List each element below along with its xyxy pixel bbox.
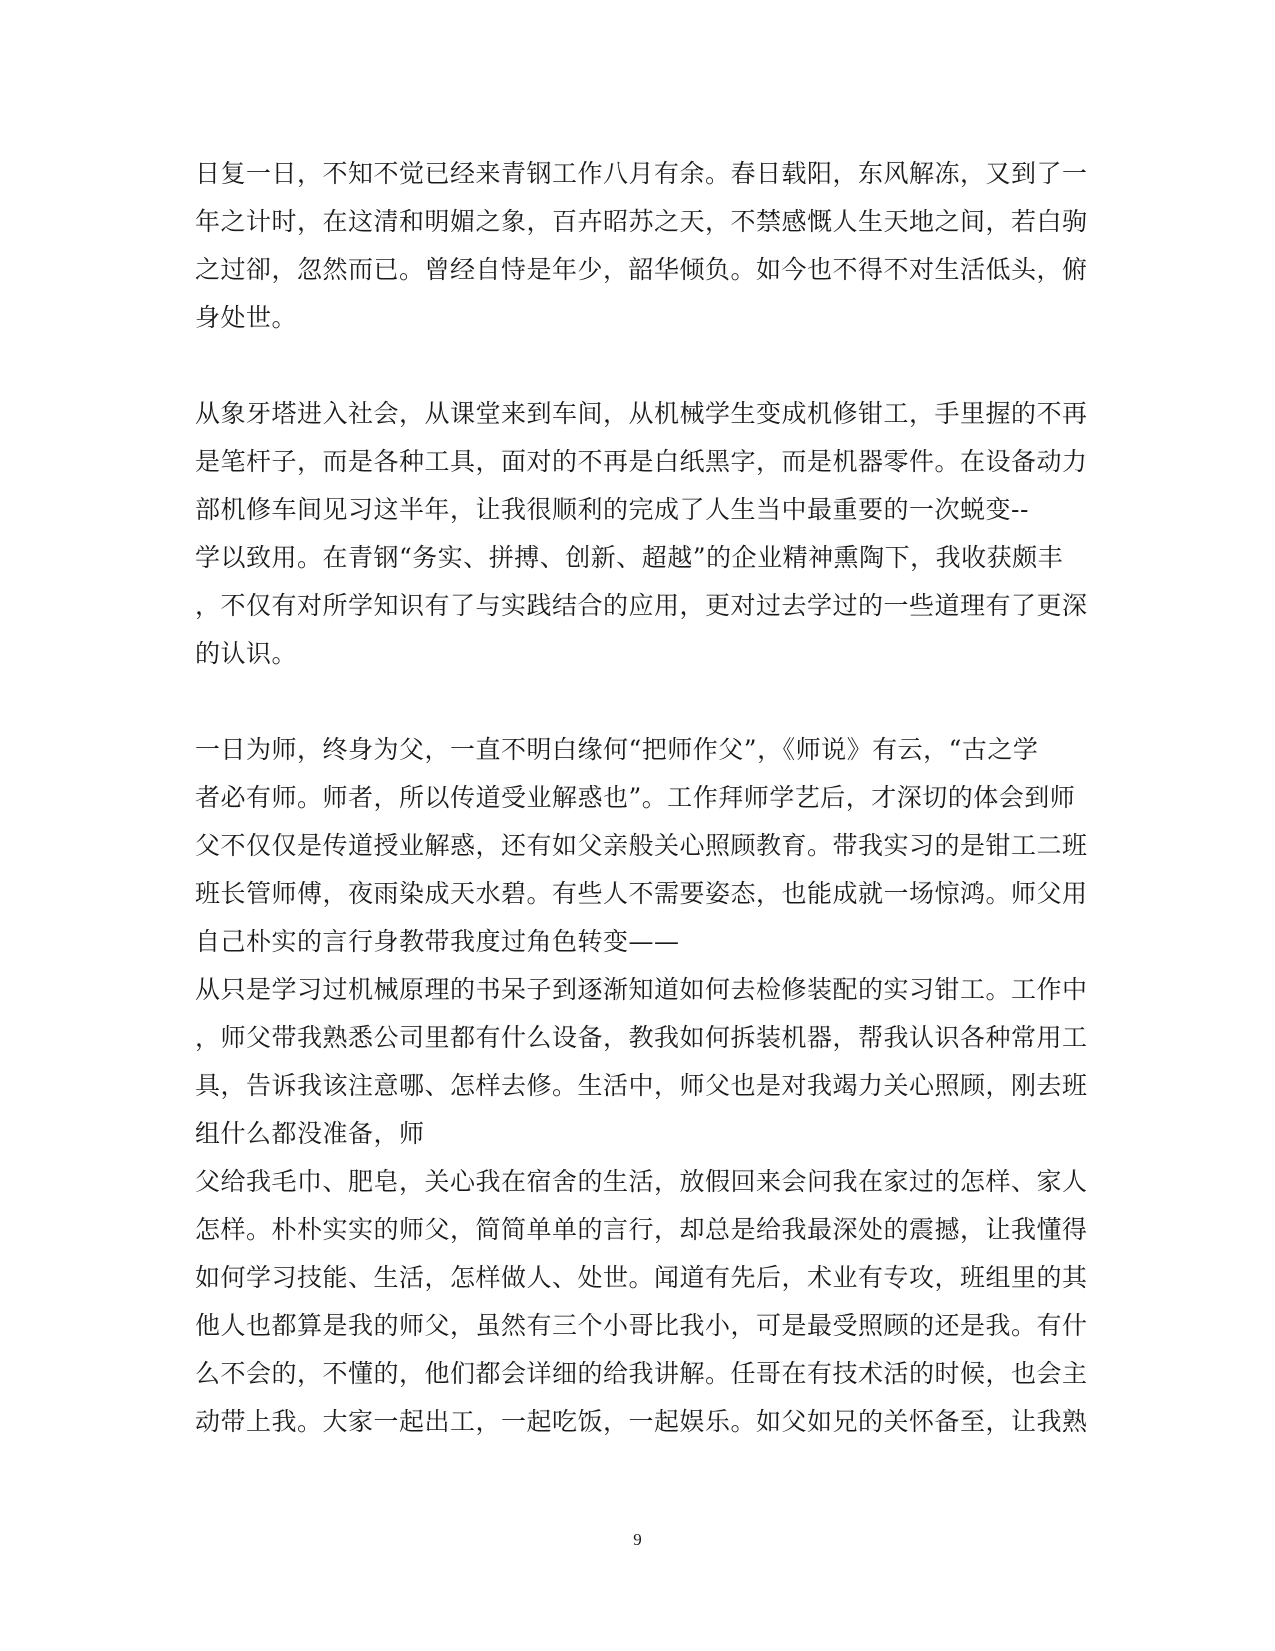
text-line: 学以致用。在青钢“务实、拼搏、创新、超越”的企业精神熏陶下，我收获颇丰 (195, 543, 1064, 572)
text-line: 者必有师。师者，所以传道受业解惑也”。工作拜师学艺后，才深切的体会到师 (195, 783, 1076, 812)
text-line: 组什么都没准备，师 (195, 1119, 425, 1148)
text-line: 从象牙塔进入社会，从课堂来到车间，从机械学生变成机修钳工，手里握的不再 (195, 399, 1088, 428)
page-number: 9 (633, 1530, 642, 1549)
text-line: ，师父带我熟悉公司里都有什么设备，教我如何拆装机器，帮我认识各种常用工 (195, 1023, 1088, 1052)
text-line: 怎样。朴朴实实的师父，简简单单的言行，却总是给我最深处的震撼，让我懂得 (195, 1215, 1088, 1244)
paragraph-spacer (195, 678, 1075, 726)
text-line: 年之计时，在这清和明媚之象，百卉昭苏之天，不禁感慨人生天地之间，若白驹 (195, 207, 1088, 236)
paragraph-2 (195, 390, 1088, 678)
text-line: 父给我毛巾、肥皂，关心我在宿舍的生活，放假回来会问我在家过的怎样、家人 (195, 1167, 1088, 1196)
text-line: 部机修车间见习这半年，让我很顺利的完成了人生当中最重要的一次蜕变-- (195, 495, 1029, 524)
text-line: 从只是学习过机械原理的书呆子到逐渐知道如何去检修装配的实习钳工。工作中 (195, 975, 1088, 1004)
text-line: 动带上我。大家一起出工，一起吃饭，一起娱乐。如父如兄的关怀备至，让我熟 (195, 1407, 1088, 1436)
text-line: 日复一日，不知不觉已经来青钢工作八月有余。春日载阳，东风解冻，又到了一 (195, 159, 1088, 188)
text-line: 具，告诉我该注意哪、怎样去修。生活中，师父也是对我竭力关心照顾，刚去班 (195, 1071, 1088, 1100)
document-body (195, 150, 1088, 1446)
text-line: ，不仅有对所学知识有了与实践结合的应用，更对过去学过的一些道理有了更深 (195, 591, 1088, 620)
text-line: 班长管师傅，夜雨染成天水碧。有些人不需要姿态，也能成就一场惊鸿。师父用 (195, 879, 1088, 908)
paragraph-1 (195, 150, 1088, 342)
text-line: 是笔杆子，而是各种工具，面对的不再是白纸黑字，而是机器零件。在设备动力 (195, 447, 1088, 476)
text-line: 父不仅仅是传道授业解惑，还有如父亲般关心照顾教育。带我实习的是钳工二班 (195, 831, 1088, 860)
text-line: 一日为师，终身为父，一直不明白缘何“把师作父”，《师说》有云，“古之学 (195, 735, 1039, 764)
text-line: 他人也都算是我的师父，虽然有三个小哥比我小，可是最受照顾的还是我。有什 (195, 1311, 1088, 1340)
text-line: 身处世。 (195, 303, 298, 332)
paragraph-spacer (195, 342, 1075, 390)
text-line: 如何学习技能、生活，怎样做人、处世。闻道有先后，术业有专攻，班组里的其 (195, 1263, 1088, 1292)
paragraph-3 (195, 726, 1088, 1446)
text-line: 的认识。 (195, 639, 298, 668)
text-line: 自己朴实的言行身教带我度过角色转变—— (195, 927, 680, 956)
text-line: 之过卻，忽然而已。曾经自恃是年少，韶华倾负。如今也不得不对生活低头，俯 (195, 255, 1088, 284)
text-line: 么不会的，不懂的，他们都会详细的给我讲解。任哥在有技术活的时候，也会主 (195, 1359, 1088, 1388)
